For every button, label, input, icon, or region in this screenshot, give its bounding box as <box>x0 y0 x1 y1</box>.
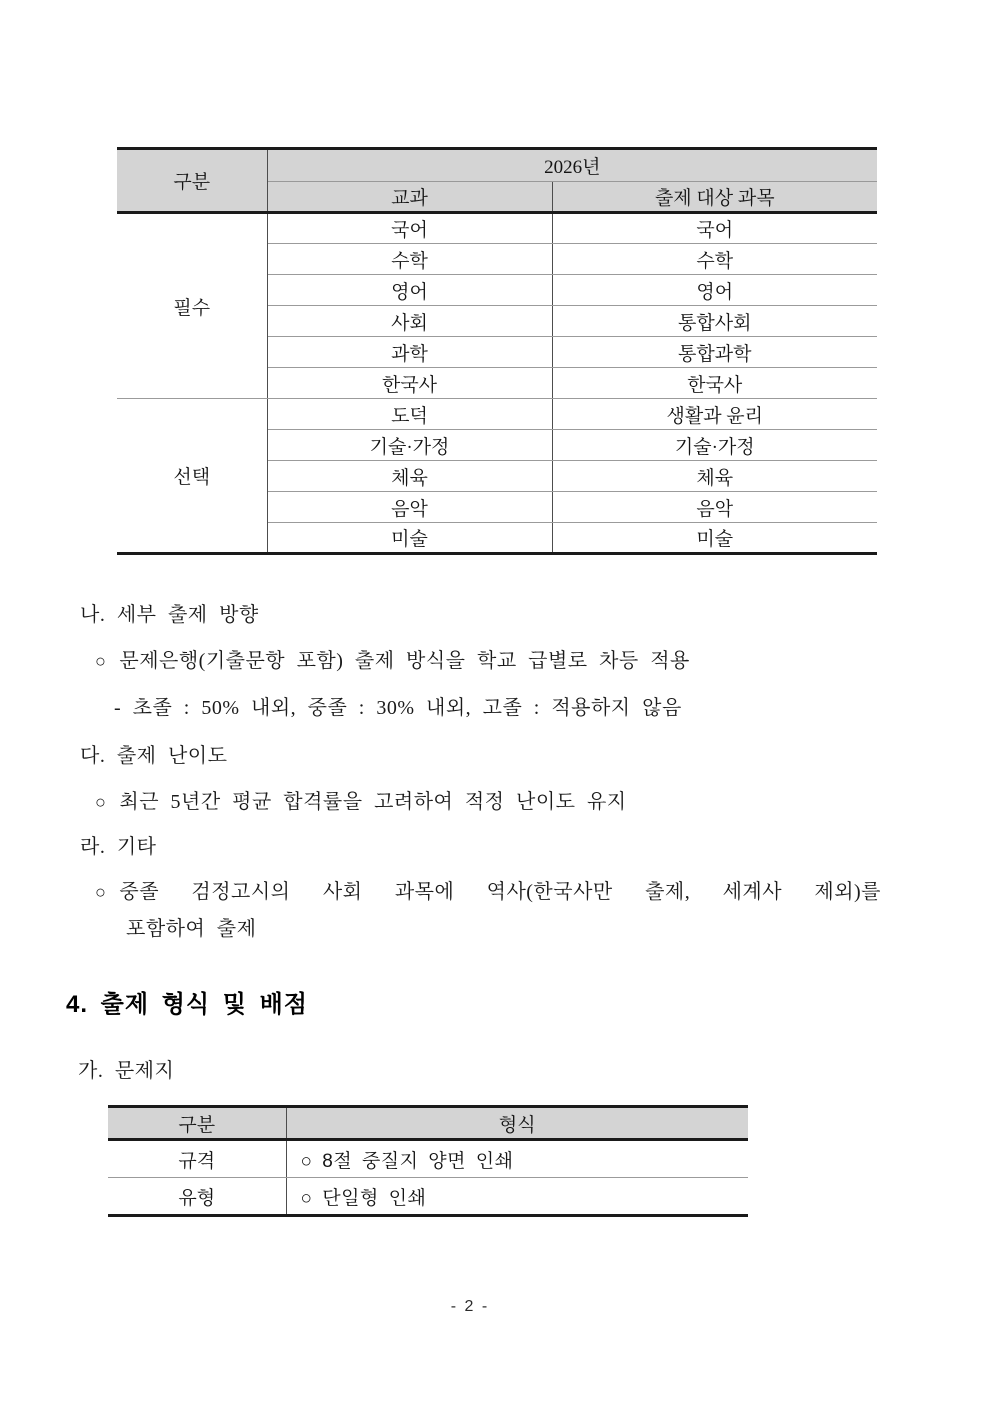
cell-subject: 영어 <box>267 275 552 306</box>
cell-target: 체육 <box>552 461 877 492</box>
header-row-year <box>117 149 877 182</box>
cell-target: 생활과 윤리 <box>552 399 877 430</box>
header-row <box>108 1107 748 1140</box>
cell-subject: 도덕 <box>267 399 552 430</box>
section-ra-bullet-continuation: 포함하여 출제 <box>126 918 257 940</box>
section-4-sub-heading: 가. 문제지 <box>78 1060 175 1082</box>
circle-bullet-icon: ○ <box>95 882 107 902</box>
table-row <box>108 1178 748 1216</box>
table-row <box>117 399 877 430</box>
cell-subject: 기술·가정 <box>267 430 552 461</box>
section-na-bullet-text: 문제은행(기출문항 포함) 출제 방식을 학교 급별로 차등 적용 <box>119 650 690 672</box>
cell-value: ○ 8절 중질지 양면 인쇄 <box>286 1140 748 1178</box>
cell-subject: 체육 <box>267 461 552 492</box>
group-label-elective: 선택 <box>117 399 267 554</box>
section-na-title: 나. 세부 출제 방향 <box>80 604 259 626</box>
group-label-required: 필수 <box>117 213 267 399</box>
cell-value: ○ 단일형 인쇄 <box>286 1178 748 1216</box>
cell-subject: 국어 <box>267 213 552 244</box>
cell-subject: 과학 <box>267 337 552 368</box>
cell-target: 수학 <box>552 244 877 275</box>
section-ra-bullet <box>95 875 881 904</box>
cell-target: 미술 <box>552 523 877 554</box>
cell-subject: 사회 <box>267 306 552 337</box>
format-table-header <box>108 1107 748 1140</box>
section-da-bullet-text: 최근 5년간 평균 합격률을 고려하여 적정 난이도 유지 <box>119 791 627 813</box>
section-na-dash-item: - 초졸 : 50% 내외, 중졸 : 30% 내외, 고졸 : 적용하지 않음 <box>114 697 682 719</box>
section-ra-bullet-text: 중졸 검정고시의 사회 과목에 역사(한국사만 출제, 세계사 제외)를 <box>119 881 881 903</box>
cell-target: 한국사 <box>552 368 877 399</box>
section-ra-title: 라. 기타 <box>80 836 157 858</box>
section-da-bullet <box>95 785 627 814</box>
circle-bullet-icon: ○ <box>95 792 107 812</box>
subject-table <box>117 147 877 555</box>
header-cell-group: 구분 <box>117 149 267 213</box>
section-4-heading: 4. 출제 형식 및 배점 <box>66 991 308 1018</box>
header-cell-year: 2026년 <box>267 149 877 182</box>
subject-table-header <box>117 149 877 213</box>
circle-bullet-icon: ○ <box>95 651 107 671</box>
cell-label: 유형 <box>108 1178 286 1216</box>
cell-label: 규격 <box>108 1140 286 1178</box>
cell-target: 통합사회 <box>552 306 877 337</box>
table-row <box>117 213 877 244</box>
cell-subject: 수학 <box>267 244 552 275</box>
cell-subject: 한국사 <box>267 368 552 399</box>
cell-target: 기술·가정 <box>552 430 877 461</box>
cell-target: 통합과학 <box>552 337 877 368</box>
format-table-body <box>108 1140 748 1216</box>
header-cell-target: 출제 대상 과목 <box>552 182 877 213</box>
header-cell-category: 구분 <box>108 1107 286 1140</box>
format-table <box>108 1105 748 1217</box>
cell-target: 음악 <box>552 492 877 523</box>
section-na-bullet <box>95 644 690 673</box>
subject-table-body <box>117 213 877 554</box>
section-da-title: 다. 출제 난이도 <box>80 745 228 767</box>
header-cell-format: 형식 <box>286 1107 748 1140</box>
cell-subject: 미술 <box>267 523 552 554</box>
header-cell-subject: 교과 <box>267 182 552 213</box>
page-number: - 2 - <box>450 1298 490 1315</box>
cell-subject: 음악 <box>267 492 552 523</box>
table-row <box>108 1140 748 1178</box>
cell-target: 국어 <box>552 213 877 244</box>
cell-target: 영어 <box>552 275 877 306</box>
